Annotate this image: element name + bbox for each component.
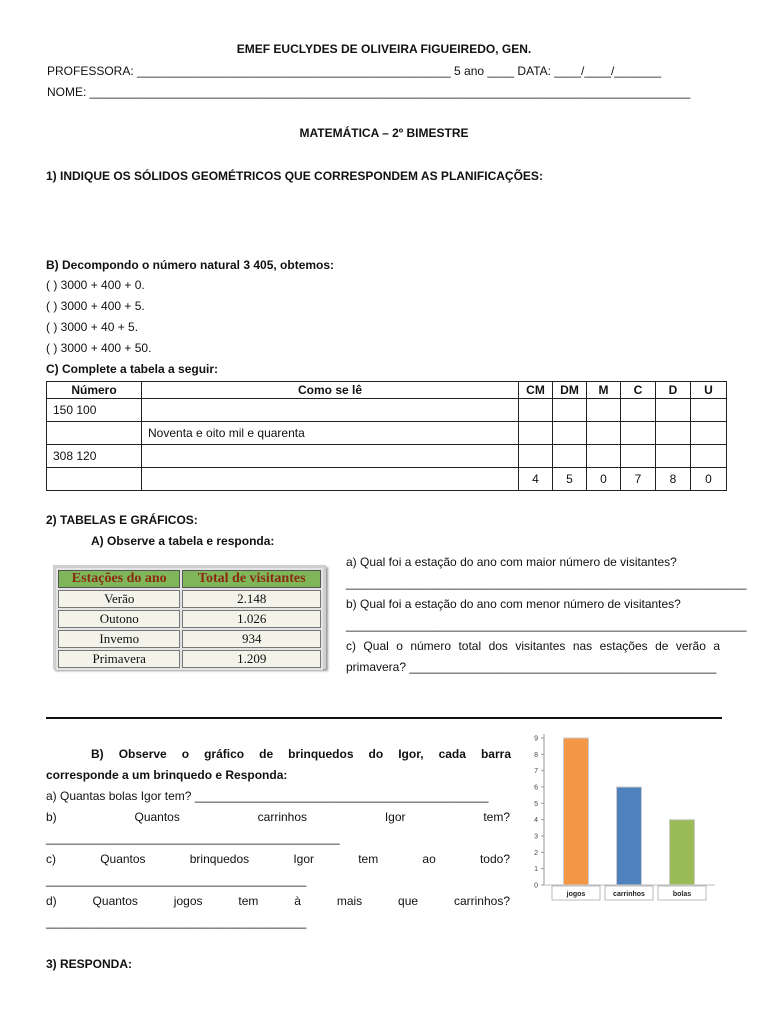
category-label: carrinhos [613,891,645,898]
table-header-row [47,382,727,399]
table-row [58,610,321,628]
q1c-title: C) Complete a tabela a seguir: [46,362,219,376]
y-tick-label: 9 [534,735,538,743]
q2b-question-b: b) Quantos carrinhos Igor tem? [46,810,510,824]
cell[interactable]: 4 [519,468,553,491]
table-row [58,630,321,648]
cell[interactable] [553,445,587,468]
y-tick-label: 5 [534,800,538,808]
cell[interactable]: 8 [656,468,691,491]
y-tick-label: 8 [534,751,538,759]
cell[interactable] [47,468,142,491]
seasons-table [56,568,323,670]
col-numero: Número [47,382,142,399]
q2b-title-1: B) Observe o gráfico de brinquedos do Igor, cada barra [91,747,511,761]
y-tick-label: 3 [534,833,538,841]
cell[interactable] [519,445,553,468]
q2-title: 2) TABELAS E GRÁFICOS: [46,513,198,527]
toy-bar-chart [525,728,720,906]
cell[interactable]: 308 120 [47,445,142,468]
cell[interactable] [656,445,691,468]
season-value: 1.026 [182,610,321,628]
y-tick-label: 6 [534,784,538,792]
bar-jogos [564,738,589,885]
bar-bolas [670,820,695,885]
option-4: ( ) 3000 + 400 + 50. [46,341,152,355]
q2a-question-c-cont: primavera? ______________________________________________ [346,660,717,674]
q2a-answer-line-b[interactable]: ____________________________________________________________ [346,618,747,632]
table-row [47,445,727,468]
professora-line: PROFESSORA: _______________________________________________ 5 ano ____ DATA: ____/____/_______ [47,64,662,78]
col-dm: DM [553,382,587,399]
cell[interactable] [519,399,553,422]
q3-title: 3) RESPONDA: [46,957,133,971]
col-m: M [587,382,621,399]
q2a-answer-line-a[interactable]: ____________________________________________________________ [346,576,747,590]
q2a-question-a: a) Qual foi a estação do ano com maior número de visitantes? [346,555,677,569]
q2b-title-2: corresponde a um brinquedo e Responda: [46,768,288,782]
cell[interactable] [47,422,142,445]
option-1: ( ) 3000 + 400 + 0. [46,278,145,292]
season-name: Verão [58,590,180,608]
cell[interactable] [519,422,553,445]
subject-title: MATEMÁTICA – 2º BIMESTRE [299,126,469,140]
col-d: D [656,382,691,399]
q2b-answer-line-c[interactable]: _______________________________________ [46,873,307,887]
season-name: Outono [58,610,180,628]
table-row [47,422,727,445]
cell[interactable] [142,468,519,491]
cell[interactable]: 0 [587,468,621,491]
q2b-answer-line-d[interactable]: _______________________________________ [46,915,307,929]
q2b-question-c: c) Quantos brinquedos Igor tem ao todo? [46,852,510,866]
cell[interactable] [553,399,587,422]
cell[interactable]: 150 100 [47,399,142,422]
cell[interactable] [691,445,727,468]
y-tick-label: 0 [534,882,538,890]
cell[interactable] [587,445,621,468]
seasons-table-image [53,565,326,669]
section-divider [46,717,722,719]
cell[interactable] [553,422,587,445]
cell[interactable] [142,399,519,422]
option-3: ( ) 3000 + 40 + 5. [46,320,139,334]
table-row [58,650,321,668]
cell[interactable] [587,399,621,422]
cell[interactable] [587,422,621,445]
cell[interactable]: 7 [621,468,656,491]
table-row [47,399,727,422]
q2b-question-d: d) Quantos jogos tem à mais que carrinhos? [46,894,510,908]
y-tick-label: 4 [534,817,538,825]
q1-title: 1) INDIQUE OS SÓLIDOS GEOMÉTRICOS QUE CORRESPONDEM AS PLANIFICAÇÕES: [46,169,543,183]
seasons-header-estacoes: Estações do ano [58,570,180,588]
cell[interactable] [621,422,656,445]
q2a-question-c: c) Qual o número total dos visitantes nas estações de verão a [346,639,720,653]
cell[interactable] [656,422,691,445]
school-name: EMEF EUCLYDES DE OLIVEIRA FIGUEIREDO, GEN. [236,42,532,56]
cell[interactable] [621,399,656,422]
cell[interactable] [691,422,727,445]
category-label: bolas [672,891,692,898]
q2a-title: A) Observe a tabela e responda: [91,534,275,548]
number-table [46,381,727,491]
q2a-question-b: b) Qual foi a estação do ano com menor número de visitantes? [346,597,681,611]
nome-line: NOME: __________________________________________________________________________________________ [47,85,691,99]
y-tick-label: 1 [534,866,538,874]
cell[interactable] [621,445,656,468]
cell[interactable] [656,399,691,422]
cell[interactable]: Noventa e oito mil e quarenta [142,422,519,445]
col-c: C [621,382,656,399]
y-tick-label: 2 [534,849,538,857]
season-name: Primavera [58,650,180,668]
season-name: Invemo [58,630,180,648]
bar-carrinhos [617,787,642,885]
table-row [58,590,321,608]
col-como-se-le: Como se lê [142,382,519,399]
cell[interactable] [142,445,519,468]
season-value: 934 [182,630,321,648]
cell[interactable]: 0 [691,468,727,491]
season-value: 2.148 [182,590,321,608]
q2b-question-a: a) Quantas bolas Igor tem? ____________________________________________ [46,789,489,803]
table-row [47,468,727,491]
q2b-answer-line-b[interactable]: ____________________________________________ [46,831,340,845]
category-label: jogos [566,891,586,898]
col-u: U [691,382,727,399]
seasons-header-total: Total de visitantes [182,570,321,588]
cell[interactable] [691,399,727,422]
col-cm: CM [519,382,553,399]
cell[interactable]: 5 [553,468,587,491]
q1b-title: B) Decompondo o número natural 3 405, obtemos: [46,258,335,272]
season-value: 1.209 [182,650,321,668]
y-tick-label: 7 [534,768,538,776]
option-2: ( ) 3000 + 400 + 5. [46,299,145,313]
